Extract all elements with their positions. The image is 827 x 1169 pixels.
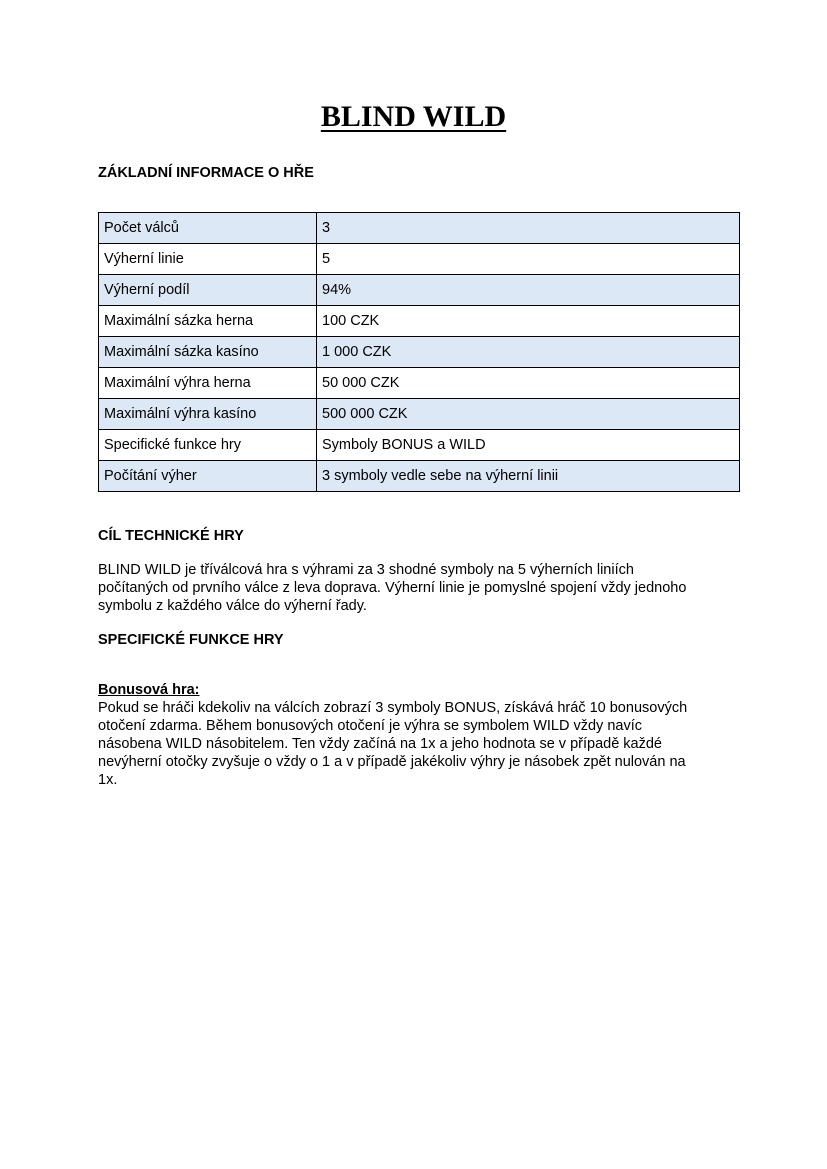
row-label: Maximální výhra kasíno (99, 399, 317, 430)
table-row (99, 337, 740, 368)
row-value: 100 CZK (317, 306, 740, 337)
paragraph-line: symbolu z každého válce do výherní řady. (98, 598, 367, 614)
row-label: Maximální výhra herna (99, 368, 317, 399)
paragraph-line: nevýherní otočky zvyšuje o vždy o 1 a v případě jakékoliv výhry je násobek zpět nulován na (98, 754, 686, 770)
paragraph-line: Pokud se hráči kdekoliv na válcích zobrazí 3 symboly BONUS, získává hráč 10 bonusových (98, 700, 688, 716)
row-value: 50 000 CZK (317, 368, 740, 399)
row-label: Počítání výher (99, 461, 317, 492)
paragraph-line: 1x. (98, 772, 118, 788)
goal-heading: CÍL TECHNICKÉ HRY (98, 528, 244, 544)
paragraph-line: násobena WILD násobitelem. Ten vždy začíná na 1x a jeho hodnota se v případě každé (98, 736, 662, 752)
goal-paragraph (98, 561, 738, 615)
table-row (99, 461, 740, 492)
row-value: 500 000 CZK (317, 399, 740, 430)
table-row (99, 213, 740, 244)
row-label: Specifické funkce hry (99, 430, 317, 461)
features-heading: SPECIFICKÉ FUNKCE HRY (98, 632, 284, 648)
row-value: 94% (317, 275, 740, 306)
row-label: Výherní podíl (99, 275, 317, 306)
table-row (99, 306, 740, 337)
row-label: Maximální sázka herna (99, 306, 317, 337)
row-value: 3 symboly vedle sebe na výherní linii (317, 461, 740, 492)
bonus-game-section (98, 681, 738, 789)
row-value: Symboly BONUS a WILD (317, 430, 740, 461)
row-label: Maximální sázka kasíno (99, 337, 317, 368)
table-row (99, 368, 740, 399)
bonus-game-heading: Bonusová hra: (98, 682, 200, 698)
table-row (99, 275, 740, 306)
document-title: BLIND WILD (320, 100, 507, 133)
row-label: Počet válců (99, 213, 317, 244)
paragraph-line: otočení zdarma. Během bonusových otočení je výhra se symbolem WILD vždy navíc (98, 718, 642, 734)
row-value: 1 000 CZK (317, 337, 740, 368)
table-row (99, 399, 740, 430)
table-row (99, 430, 740, 461)
table-row (99, 244, 740, 275)
paragraph-line: počítaných od prvního válce z leva doprava. Výherní linie je pomyslné spojení vždy jednoho (98, 580, 687, 596)
row-value: 3 (317, 213, 740, 244)
row-value: 5 (317, 244, 740, 275)
paragraph-line: BLIND WILD je tříválcová hra s výhrami za 3 shodné symboly na 5 výherních liniích (98, 562, 634, 578)
basic-info-table (98, 212, 740, 492)
basic-info-heading: ZÁKLADNÍ INFORMACE O HŘE (98, 165, 314, 181)
row-label: Výherní linie (99, 244, 317, 275)
